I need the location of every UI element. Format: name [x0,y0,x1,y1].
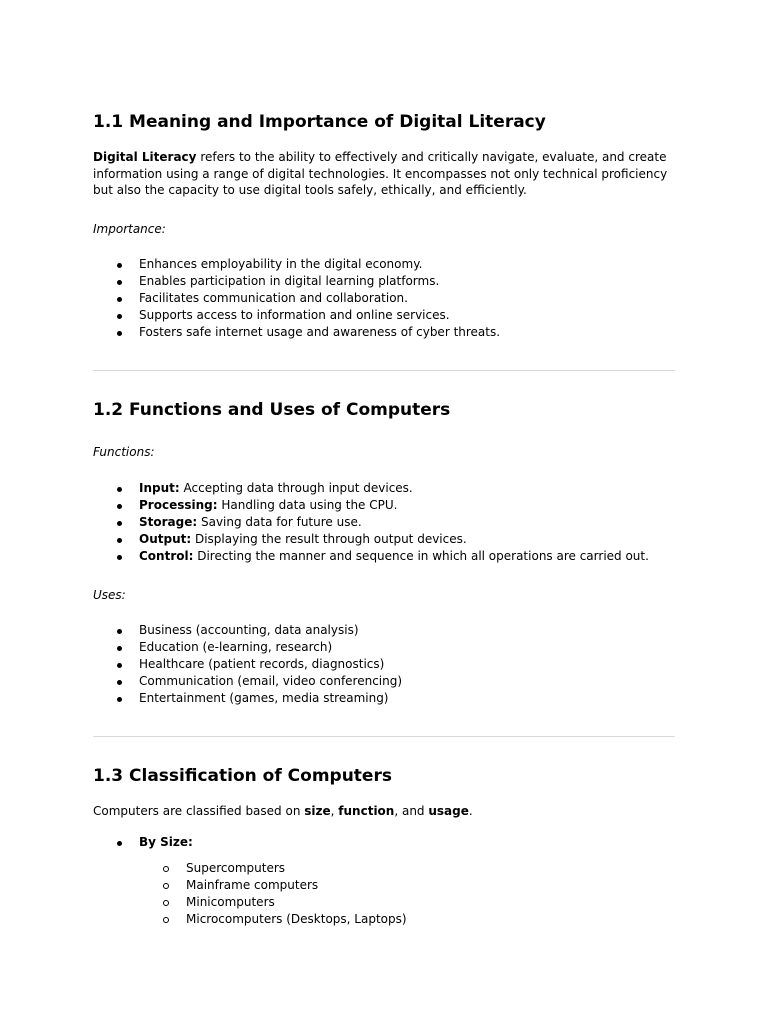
bullet-icon [117,263,122,268]
uses-label: Uses: [93,588,126,602]
list-item: Business (accounting, data analysis) [93,622,402,639]
by-size-sublist [93,860,407,928]
list-item: Education (e-learning, research) [93,639,402,656]
list-item: Enhances employability in the digital economy. [93,256,500,273]
list-item: Supercomputers [93,860,407,877]
digital-literacy-term: Digital Literacy [93,150,197,164]
bullet-icon [117,841,122,846]
section-1-2-heading: 1.2 Functions and Uses of Computers [93,400,451,420]
list-item: Input: Accepting data through input devices. [93,480,649,497]
list-item-by-size: By Size: [93,834,193,851]
digital-literacy-definition [93,149,673,199]
bullet-icon [117,663,122,668]
bullet-icon [117,297,122,302]
hollow-bullet-icon [163,917,169,923]
list-item: Supports access to information and online services. [93,307,500,324]
list-item: Storage: Saving data for future use. [93,514,649,531]
list-item: Enables participation in digital learning platforms. [93,273,500,290]
definition-line-3: but also the capacity to use digital tools safely, ethically, and efficiently. [93,183,527,197]
section-1-1-heading: 1.1 Meaning and Importance of Digital Literacy [93,112,546,132]
importance-label: Importance: [93,222,166,236]
functions-list [93,480,649,565]
bullet-icon [117,629,122,634]
bullet-icon [117,646,122,651]
functions-label: Functions: [93,445,155,459]
list-item: Fosters safe internet usage and awareness of cyber threats. [93,324,500,341]
definition-line-1: refers to the ability to effectively and critically navigate, evaluate, and create [196,150,667,164]
section-1-3-heading: 1.3 Classification of Computers [93,766,392,786]
hollow-bullet-icon [163,900,169,906]
bullet-icon [117,555,122,560]
list-item: Healthcare (patient records, diagnostics) [93,656,402,673]
hollow-bullet-icon [163,883,169,889]
list-item: Mainframe computers [93,877,407,894]
bullet-icon [117,697,122,702]
bullet-icon [117,504,122,509]
bullet-icon [117,331,122,336]
bullet-icon [117,487,122,492]
definition-line-2: information using a range of digital technologies. It encompasses not only technical proficiency [93,166,668,181]
importance-list [93,256,500,341]
bullet-icon [117,680,122,685]
uses-list [93,622,402,707]
bullet-icon [117,314,122,319]
list-item: Processing: Handling data using the CPU. [93,497,649,514]
list-item: Facilitates communication and collaboration. [93,290,500,307]
bullet-icon [117,280,122,285]
list-item: Minicomputers [93,894,407,911]
classification-list [93,834,193,851]
list-item: Communication (email, video conferencing) [93,673,402,690]
classification-intro: Computers are classified based on size, function, and usage. [93,804,473,818]
bullet-icon [117,521,122,526]
bullet-icon [117,538,122,543]
list-item: Control: Directing the manner and sequence in which all operations are carried out. [93,548,649,565]
section-divider [93,736,675,737]
hollow-bullet-icon [163,866,169,872]
list-item: Microcomputers (Desktops, Laptops) [93,911,407,928]
list-item: Entertainment (games, media streaming) [93,690,402,707]
section-divider [93,370,675,371]
list-item: Output: Displaying the result through output devices. [93,531,649,548]
